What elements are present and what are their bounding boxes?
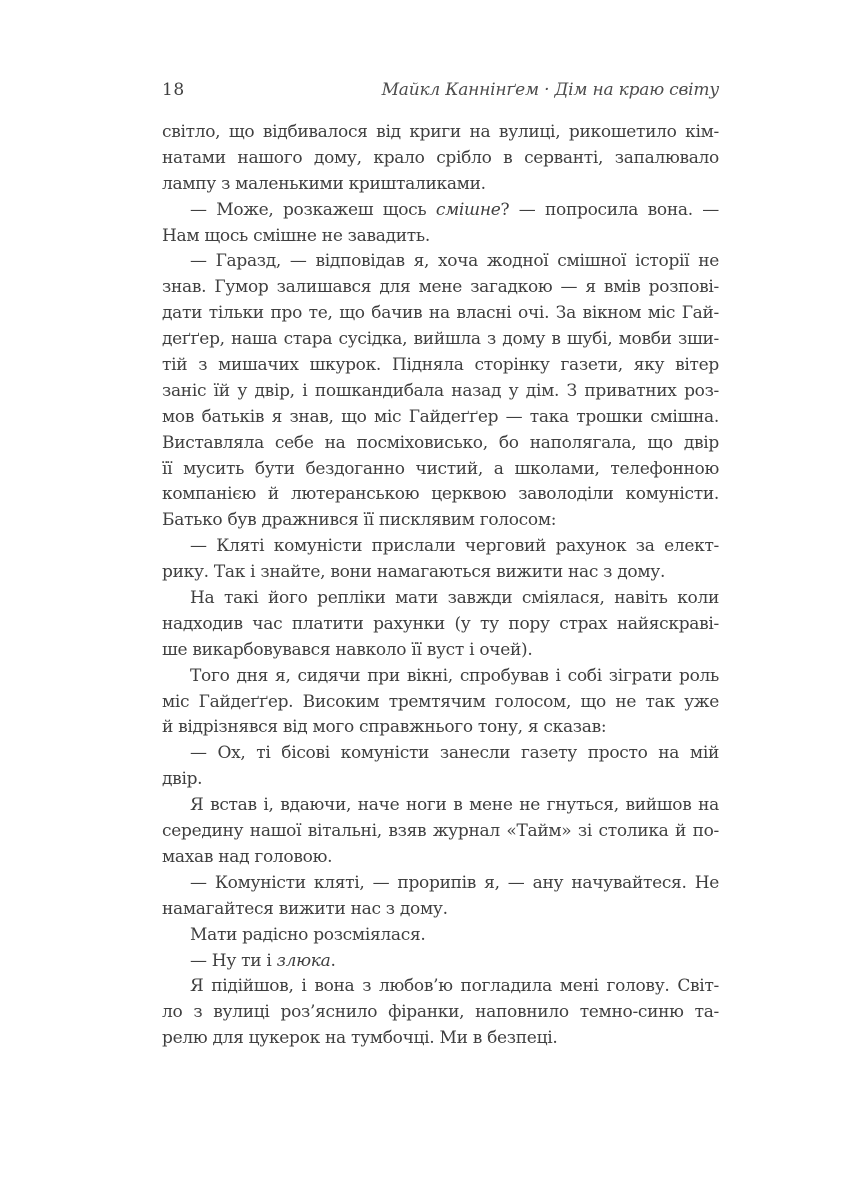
text-segment: надходив час платити рахунки (у ту пору страх найяскраві- <box>162 613 719 634</box>
text-line <box>162 120 719 146</box>
text-line <box>162 741 719 767</box>
text-segment: Того дня я, сидячи при вікні, спробував і собі зіграти роль <box>190 665 719 686</box>
text-segment: махав над головою. <box>162 846 333 867</box>
text-segment: — Кляті комуністи прислали черговий рахунок за елект- <box>190 536 719 557</box>
text-line <box>162 172 719 198</box>
text-line <box>162 793 719 819</box>
text-line <box>162 612 719 638</box>
text-line <box>162 353 719 379</box>
text-line <box>162 146 719 172</box>
text-segment-italic: смішне <box>435 199 501 220</box>
text-segment: деґґер, наша стара сусідка, вийшла з дому в шубі, мовби зши- <box>162 329 719 350</box>
text-line <box>162 379 719 405</box>
text-line <box>162 690 719 716</box>
text-segment: натами нашого дому, крало срібло в серванті, запалювало <box>162 147 719 168</box>
text-line <box>162 560 719 586</box>
text-segment: середину нашої вітальні, взяв журнал «Тайм» зі столика й по- <box>162 821 719 842</box>
text-segment: — Може, розкажеш щось <box>190 199 436 220</box>
text-segment: релю для цукерок на тумбочці. Ми в безпеці. <box>162 1028 558 1049</box>
text-line <box>162 923 719 949</box>
text-line <box>162 482 719 508</box>
text-segment: ? — попросила вона. — <box>500 199 720 220</box>
text-segment: Нам щось смішне не завадить. <box>162 225 430 246</box>
page-number: 18 <box>162 80 185 100</box>
text-segment: рику. Так і знайте, вони намагаються вижити нас з дому. <box>162 562 666 583</box>
text-line <box>162 949 719 975</box>
text-segment: знав. Гумор залишався для мене загадкою — я вмів розпові- <box>162 277 719 298</box>
page-header <box>162 78 719 102</box>
text-line <box>162 405 719 431</box>
text-line <box>162 767 719 793</box>
page-body <box>162 120 719 1052</box>
text-line <box>162 897 719 923</box>
text-line <box>162 974 719 1000</box>
text-segment: міс Гайдеґґер. Високим тремтячим голосом, що не так уже <box>162 691 719 712</box>
text-segment: На такі його репліки мати завжди сміялася, навіть коли <box>190 588 719 609</box>
text-segment: й відрізнявся від мого справжнього тону, я сказав: <box>162 717 607 738</box>
text-line <box>162 249 719 275</box>
text-segment: мов батьків я знав, що міс Гайдеґґер — така трошки смішна. <box>162 406 719 427</box>
text-line <box>162 1000 719 1026</box>
text-line <box>162 715 719 741</box>
text-segment: . <box>330 950 336 971</box>
text-segment: — Ох, ті бісові комуністи занесли газету просто на мій <box>190 743 719 764</box>
text-segment: лампу з маленькими кришталиками. <box>162 173 486 194</box>
text-line <box>162 819 719 845</box>
text-line <box>162 198 719 224</box>
text-segment: тій з мишачих шкурок. Підняла сторінку газети, яку вітер <box>162 355 719 376</box>
text-segment: ше викарбовувався навколо її вуст і очей). <box>162 639 533 660</box>
text-segment: — Комуністи кляті, — прорипів я, — ану начувайтеся. Не <box>190 872 719 893</box>
text-segment: дати тільки про те, що бачив на власні очі. За вікном міс Гай- <box>162 303 719 324</box>
text-line <box>162 871 719 897</box>
text-segment: компанією й лютеранською церквою заволоділи комуністи. <box>162 484 719 505</box>
text-segment: Я встав і, вдаючи, наче ноги в мене не гнуться, вийшов на <box>190 795 719 816</box>
text-segment: намагайтеся вижити нас з дому. <box>162 898 448 919</box>
text-line <box>162 301 719 327</box>
text-segment: Мати радісно розсміялася. <box>190 924 426 945</box>
text-segment: — Гаразд, — відповідав я, хоча жодної смішної історії не <box>190 251 719 272</box>
text-segment: двір. <box>162 769 203 790</box>
text-segment: — Ну ти і <box>190 950 277 971</box>
text-line <box>162 327 719 353</box>
text-segment: заніс їй у двір, і пошкандибала назад у дім. З приватних роз- <box>162 380 719 401</box>
text-line <box>162 275 719 301</box>
text-line <box>162 638 719 664</box>
running-header: Майкл Каннінґем · Дім на краю світу <box>381 80 719 100</box>
text-line <box>162 845 719 871</box>
text-segment: ло з вулиці роз’яснило фіранки, наповнило темно-синю та- <box>162 1002 719 1023</box>
text-line <box>162 457 719 483</box>
text-line <box>162 1026 719 1052</box>
text-line <box>162 431 719 457</box>
text-line <box>162 224 719 250</box>
text-segment: Я підійшов, і вона з любов’ю погладила мені голову. Світ- <box>190 976 719 997</box>
text-line <box>162 534 719 560</box>
text-segment: Батько був дражнився її писклявим голосом: <box>162 510 557 531</box>
text-segment: її мусить бути бездоганно чистий, а школами, телефонною <box>162 458 719 479</box>
text-segment: Виставляла себе на посміховисько, бо наполягала, що двір <box>162 432 719 453</box>
text-segment: світло, що відбивалося від криги на вулиці, рикошетило кім- <box>162 122 719 142</box>
text-segment-italic: злюка <box>276 950 331 971</box>
text-line <box>162 664 719 690</box>
text-line <box>162 586 719 612</box>
text-line <box>162 508 719 534</box>
